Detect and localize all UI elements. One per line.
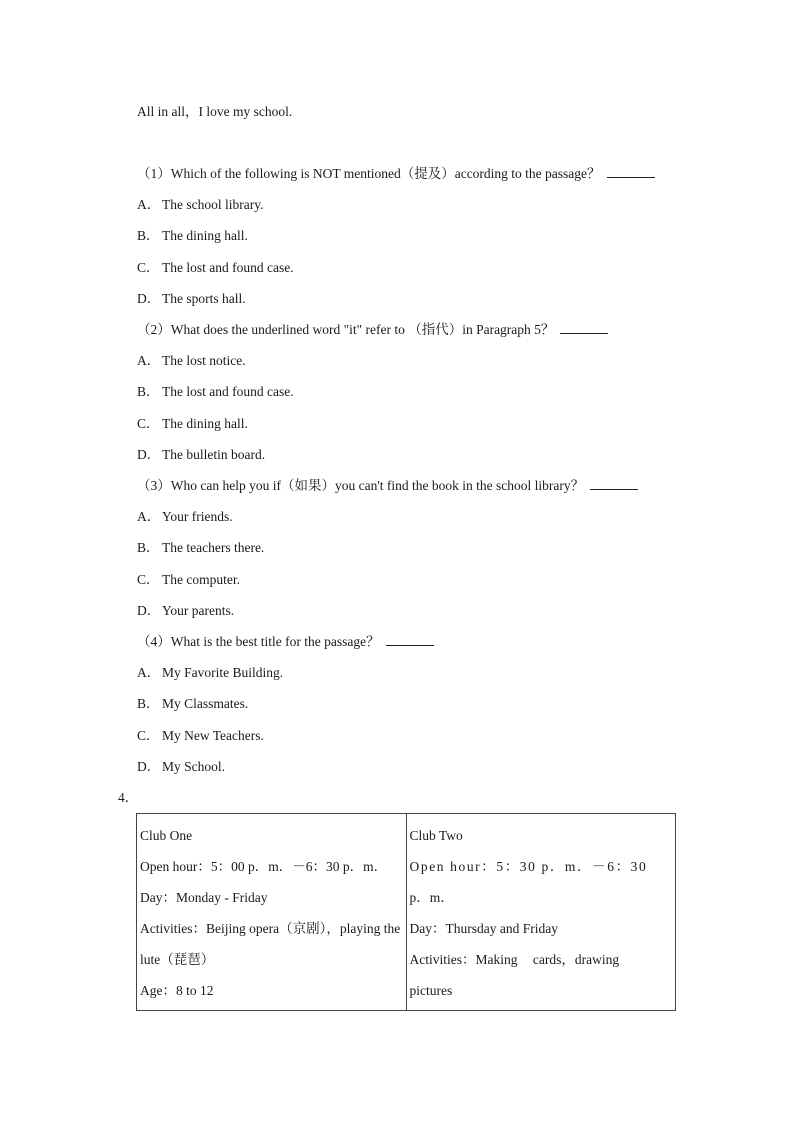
option-letter: D． xyxy=(137,446,161,462)
option-text: The lost and found case. xyxy=(162,259,294,275)
answer-option[interactable] xyxy=(137,539,264,557)
option-letter: D． xyxy=(137,290,161,306)
answer-option[interactable] xyxy=(137,727,264,745)
answer-option[interactable] xyxy=(137,290,246,308)
option-letter: B． xyxy=(137,540,160,556)
option-letter: B． xyxy=(137,228,160,244)
option-letter: A． xyxy=(137,665,161,681)
option-letter: B． xyxy=(137,384,160,400)
option-letter: D． xyxy=(137,758,161,774)
answer-option[interactable] xyxy=(137,196,263,214)
club-two-open-hour-cont: p．m． xyxy=(409,890,454,905)
answer-blank[interactable] xyxy=(560,321,608,334)
answer-option[interactable] xyxy=(137,571,240,589)
answer-blank[interactable] xyxy=(607,165,655,178)
answer-option[interactable] xyxy=(137,602,234,620)
option-text: Your parents. xyxy=(162,602,235,618)
club-one-title: Club One xyxy=(140,828,193,843)
answer-option[interactable] xyxy=(137,383,294,401)
club-one-activities-cont: lute（琵琶） xyxy=(140,952,215,967)
option-letter: D． xyxy=(137,602,161,618)
question-stem xyxy=(137,165,655,183)
option-text: My New Teachers. xyxy=(162,727,264,743)
answer-option[interactable] xyxy=(137,508,233,526)
answer-option[interactable] xyxy=(137,446,265,464)
option-letter: A． xyxy=(137,197,161,213)
option-letter: C． xyxy=(137,727,160,743)
option-text: My Favorite Building. xyxy=(162,665,284,681)
option-letter: C． xyxy=(137,259,160,275)
option-text: The computer. xyxy=(162,571,240,587)
question-number: 4． xyxy=(118,790,139,805)
option-text: The lost and found case. xyxy=(162,384,294,400)
club-one-cell xyxy=(137,814,407,1011)
answer-blank[interactable] xyxy=(590,477,638,490)
option-letter: C． xyxy=(137,571,160,587)
option-letter: A． xyxy=(137,353,161,369)
answer-blank[interactable] xyxy=(386,633,434,646)
club-two-activities-cont: pictures xyxy=(409,983,453,998)
answer-option[interactable] xyxy=(137,664,283,682)
club-one-open-hour xyxy=(140,851,404,882)
question-stem-text: （2）What does the underlined word "it" refer to （指代）in Paragraph 5？ xyxy=(137,322,555,337)
club-one-open-hour-text: Open hour：5：00 p．m．－6：30 p．m． xyxy=(140,859,388,874)
answer-option[interactable] xyxy=(137,259,294,277)
option-letter: C． xyxy=(137,415,160,431)
answer-option[interactable] xyxy=(137,758,225,776)
club-one-day: Day：Monday - Friday xyxy=(140,890,268,905)
option-letter: A． xyxy=(137,509,161,525)
club-two-open-hour: Open hour：5：30 p．m．－6：30 xyxy=(409,859,648,874)
option-text: The sports hall. xyxy=(162,290,246,306)
answer-option[interactable] xyxy=(137,695,248,713)
option-text: The lost notice. xyxy=(162,353,246,369)
clubs-table xyxy=(136,813,676,1011)
answer-option[interactable] xyxy=(137,227,248,245)
closing-sentence: All in all，I love my school. xyxy=(137,104,293,119)
question-stem xyxy=(137,321,608,339)
club-two-title: Club Two xyxy=(409,828,463,843)
question-stem-text: （3）Who can help you if（如果）you can't find the book in the school library？ xyxy=(137,478,585,493)
club-two-day: Day：Thursday and Friday xyxy=(409,921,558,936)
option-text: My School. xyxy=(162,758,226,774)
option-text: The teachers there. xyxy=(162,540,265,556)
option-text: Your friends. xyxy=(162,509,233,525)
answer-option[interactable] xyxy=(137,415,248,433)
club-two-cell xyxy=(406,814,676,1011)
option-text: The school library. xyxy=(162,197,264,213)
question-stem-text: （1）Which of the following is NOT mentioned（提及）according to the passage？ xyxy=(137,166,601,181)
option-text: The dining hall. xyxy=(162,228,248,244)
option-letter: B． xyxy=(137,696,160,712)
option-text: The bulletin board. xyxy=(162,446,266,462)
club-two-activities: Activities：Making cards，drawing xyxy=(409,952,620,967)
question-stem xyxy=(137,633,434,651)
question-stem-text: （4）What is the best title for the passage？ xyxy=(137,634,380,649)
option-text: The dining hall. xyxy=(162,415,248,431)
answer-option[interactable] xyxy=(137,352,246,370)
club-one-age: Age：8 to 12 xyxy=(140,983,214,998)
option-text: My Classmates. xyxy=(162,696,249,712)
club-one-activities: Activities：Beijing opera（京剧），playing the xyxy=(140,921,401,936)
question-stem xyxy=(137,477,638,495)
